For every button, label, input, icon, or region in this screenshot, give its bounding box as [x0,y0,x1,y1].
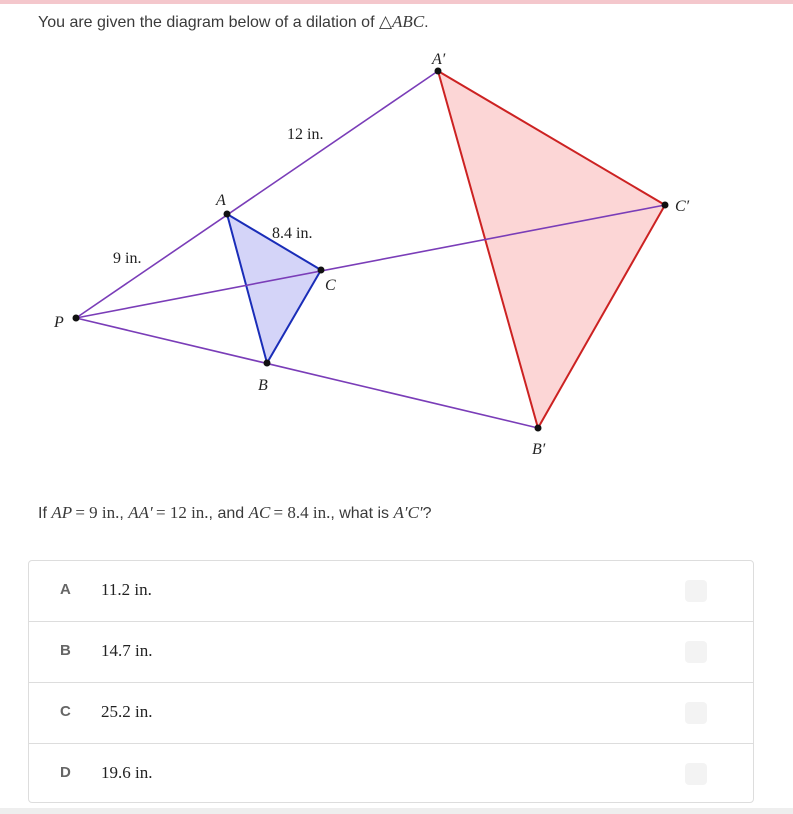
question-target: A′C′ [393,503,423,522]
choice-letter: C [60,703,71,720]
question-ac-value: = 8.4 in. [273,503,331,522]
choice-letter: B [60,642,71,659]
choice-text: 19.6 in. [101,763,153,782]
label-p: P [54,314,64,331]
point-c-prime [662,202,669,209]
point-c [318,267,325,274]
point-b [264,360,271,367]
point-a-prime [435,68,442,75]
question-lead: If [38,505,52,522]
choice-checkbox[interactable] [685,580,707,602]
choice-a[interactable] [29,561,753,621]
choice-text: 14.7 in. [101,641,153,660]
triangle-symbol: △ [378,12,393,31]
choice-checkbox[interactable] [685,641,707,663]
question-aa-value: = 12 in. [155,503,209,522]
question-aa: AA′ [128,503,153,522]
choice-b[interactable] [29,621,753,682]
point-b-prime [535,425,542,432]
image-triangle [438,71,665,428]
choice-text: 25.2 in. [101,702,153,721]
prompt-lead: You are given the diagram below of a dilation of [38,14,379,31]
question-end: ? [422,505,432,522]
length-aa-prime: 12 in. [287,126,324,143]
point-a [224,211,231,218]
question-text [38,502,432,525]
ray-p-b-prime [76,318,538,428]
question-ac: AC [248,503,271,522]
question-ap-value: = 9 in. [75,503,120,522]
label-a: A [216,192,226,209]
question-sep-3: , what is [330,505,394,522]
label-b-prime: B′ [532,441,546,458]
bottom-strip [0,808,793,814]
label-b: B [258,377,268,394]
choice-checkbox[interactable] [685,702,707,724]
answer-choices [28,560,754,803]
label-c-prime: C′ [675,198,690,215]
triangle-name: ABC [392,12,425,31]
label-c: C [325,277,336,294]
choice-text: 11.2 in. [101,580,152,599]
question-ap: AP [51,503,73,522]
prompt-period: . [424,14,429,31]
choice-c[interactable] [29,682,753,743]
choice-letter: D [60,764,71,781]
point-p [73,315,80,322]
label-a-prime: A′ [432,51,446,68]
length-ac: 8.4 in. [272,225,313,242]
question-sep-1: , [119,505,129,522]
choice-checkbox[interactable] [685,763,707,785]
length-pa: 9 in. [113,250,142,267]
question-sep-2: , and [208,505,249,522]
choice-d[interactable] [29,743,753,803]
choice-letter: A [60,581,71,598]
